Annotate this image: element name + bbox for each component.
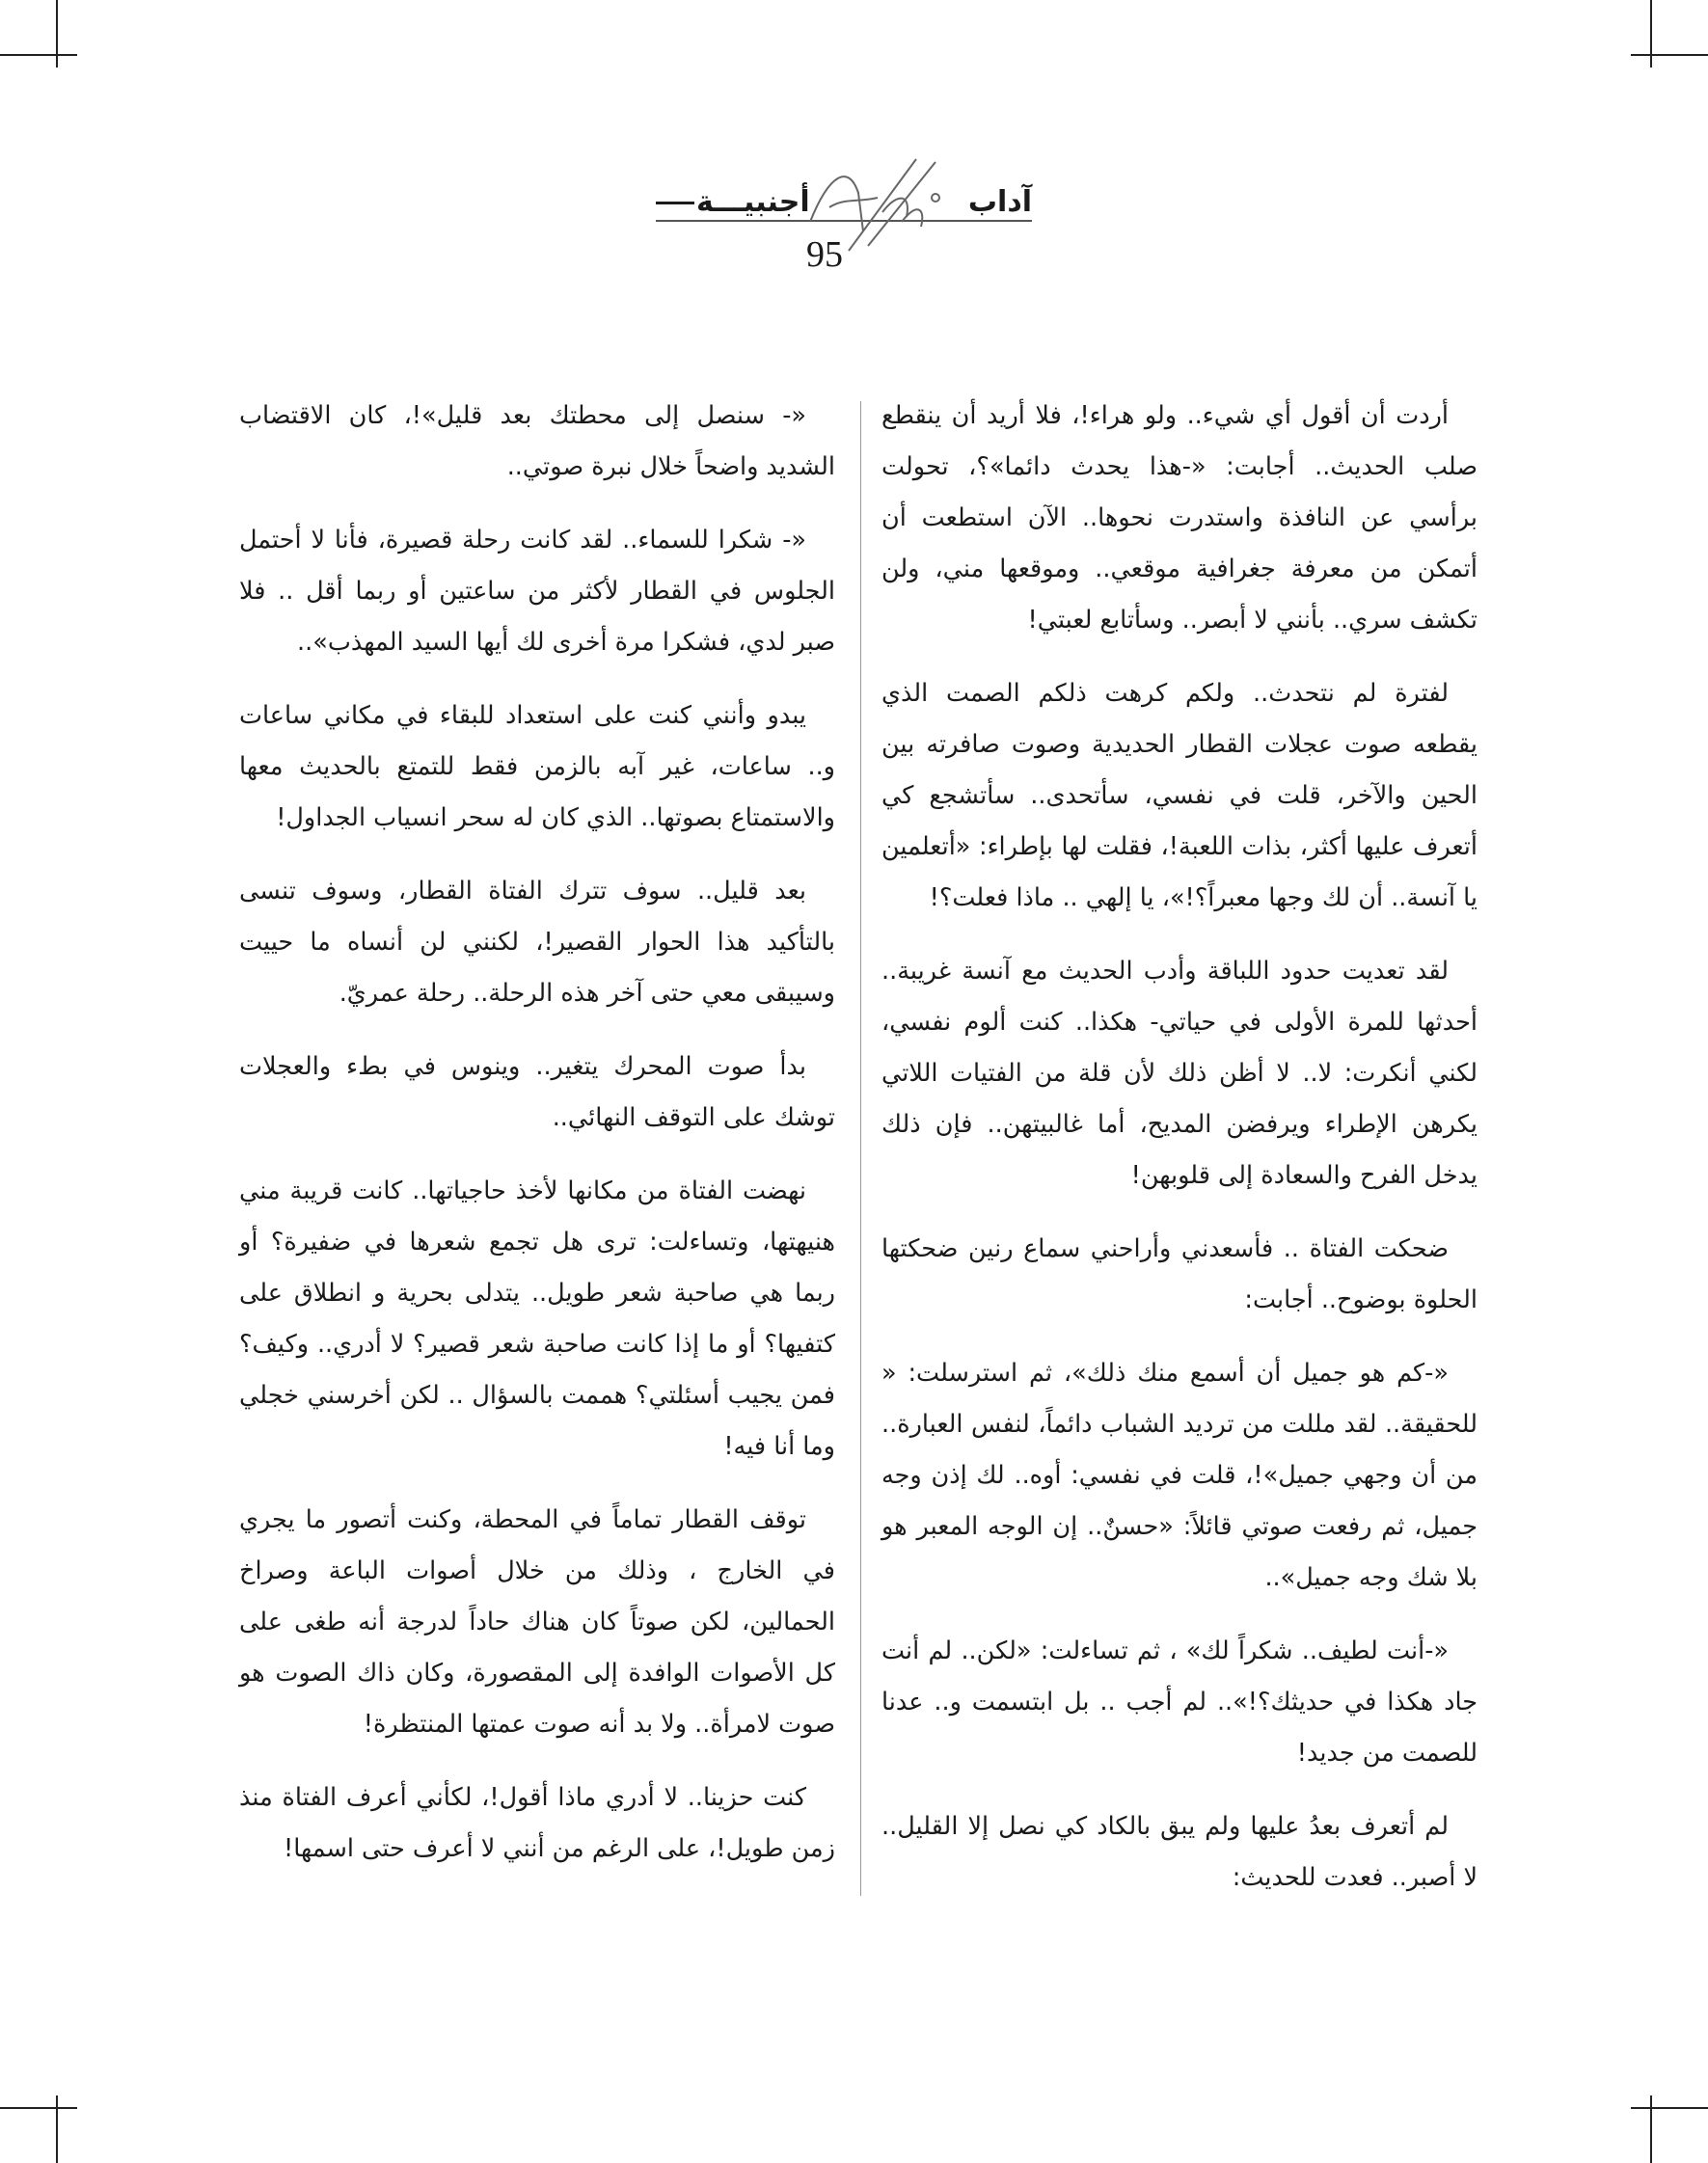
crop-mark xyxy=(56,0,58,68)
running-header xyxy=(617,164,1032,275)
crop-mark xyxy=(0,2107,77,2109)
paragraph: «- سنصل إلى محطتك بعد قليل»!، كان الاقتضاب الشديد واضحاً خلال نبرة صوتي.. xyxy=(239,401,835,481)
paragraph: «- شكرا للسماء.. لقد كانت رحلة قصيرة، فأنا لا أحتمل الجلوس في القطار لأكثر من ساعتين أو ربما أقل .. فلا صبر لدي، فشكرا مرة أخرى لك أيها السيد المهذب».. xyxy=(239,526,835,657)
crop-mark xyxy=(1650,0,1652,68)
paragraph: بدأ صوت المحرك يتغير.. وينوس في بطء والعجلات توشك على التوقف النهائي.. xyxy=(239,1052,835,1132)
paragraph: لم أتعرف بعدُ عليها ولم يبق بالكاد كي نصل إلا القليل.. لا أصبر.. فعدت للحديث: xyxy=(881,1812,1478,1892)
crop-mark xyxy=(1650,2095,1652,2163)
crop-mark xyxy=(1631,2107,1708,2109)
text-column-left xyxy=(239,391,835,1897)
paragraph: «-كم هو جميل أن أسمع منك ذلك»، ثم استرسلت: « للحقيقة.. لقد مللت من ترديد الشباب دائماً، لنفس العبارة.. من أن وجهي جميل»!، قلت في نفسي: أوه.. لك إذن وجه جميل، ثم رفعت صوتي قائلاً: «حسنٌ.. إن الوجه المعبر هو بلا شك وجه جميل».. xyxy=(881,1359,1478,1592)
paragraph: بعد قليل.. سوف تترك الفتاة القطار، وسوف تنسى بالتأكيد هذا الحوار القصير!، لكنني لن أنساه ما حييت وسيبقى معي حتى آخر هذه الرحلة.. رحلة عمريّ. xyxy=(239,877,835,1008)
crop-mark xyxy=(0,54,77,56)
text-column-right xyxy=(881,391,1478,1926)
column-divider xyxy=(860,401,861,1896)
paragraph: لفترة لم نتحدث.. ولكم كرهت ذلكم الصمت الذي يقطعه صوت عجلات القطار الحديدية وصوت صافرته بين الحين والآخر، قلت في نفسي، سأتحدى.. سأتشجع كي أتعرف عليها أكثر، بذات اللعبة!، فقلت لها بإطراء: «أتعلمين يا آنسة.. أن لك وجها معبراً؟!»، يا إلهي .. ماذا فعلت؟! xyxy=(881,679,1478,912)
section-label-foreign: أجنبيـــة xyxy=(656,185,810,219)
paragraph: توقف القطار تماماً في المحطة، وكنت أتصور ما يجري في الخارج ، وذلك من خلال أصوات الباعة وصراخ الحمالين، لكن صوتاً كان هناك حاداً لدرجة أنه طغى على كل الأصوات الوافدة إلى المقصورة، وكان ذاك الصوت هو صوت لامرأة.. ولا بد أنه صوت عمتها المنتظرة! xyxy=(239,1505,835,1739)
crop-mark xyxy=(1631,54,1708,56)
paragraph: «-أنت لطيف.. شكراً لك» ، ثم تساءلت: «لكن.. لم أنت جاد هكذا في حديثك؟!».. لم أجب .. بل ابتسمت و.. عدنا للصمت من جديد! xyxy=(881,1636,1478,1768)
paragraph: لقد تعديت حدود اللباقة وأدب الحديث مع آنسة غريبة.. أحدثها للمرة الأولى في حياتي- هكذا.. كنت ألوم نفسي، لكني أنكرت: لا.. لا أظن ذلك لأن قلة من الفتيات اللاتي يكرهن الإطراء ويرفضن المديح، أما غالبيتهن.. فإن ذلك يدخل الفرح والسعادة إلى قلوبهن! xyxy=(881,957,1478,1190)
paragraph: ضحكت الفتاة .. فأسعدني وأراحني سماع رنين ضحكتها الحلوة بوضوح.. أجابت: xyxy=(881,1234,1478,1314)
paragraph: يبدو وأنني كنت على استعداد للبقاء في مكاني ساعات و.. ساعات، غير آبه بالزمن فقط للتمتع بالحديث معها والاستمتاع بصوتها.. الذي كان له سحر انسياب الجداول! xyxy=(239,701,835,832)
section-label-adab: آداب xyxy=(967,185,1032,219)
paragraph: كنت حزينا.. لا أدري ماذا أقول!، لكأني أعرف الفتاة منذ زمن طويل!، على الرغم من أنني لا أعرف حتى اسمها! xyxy=(239,1783,835,1863)
paragraph: نهضت الفتاة من مكانها لأخذ حاجياتها.. كانت قريبة مني هنيهتها، وتساءلت: ترى هل تجمع شعرها في ضفيرة؟ أو ربما هي صاحبة شعر طويل.. يتدلى بحرية و انطلاق على كتفيها؟ أو ما إذا كانت صاحبة شعر قصير؟ لا أدري.. وكيف؟ فمن يجيب أسئلتي؟ هممت بالسؤال .. لكن أخرسني خجلي وما أنا فيه! xyxy=(239,1176,835,1461)
crop-mark xyxy=(56,2095,58,2163)
page-number: 95 xyxy=(806,234,843,275)
paragraph: أردت أن أقول أي شيء.. ولو هراء!، فلا أريد أن ينقطع صلب الحديث.. أجابت: «-هذا يحدث دائما»؟، تحولت برأسي عن النافذة واستدرت نحوها.. الآن استطعت أن أتمكن من معرفة جغرافية موقعي.. وموقعها مني، ولن تكشف سري.. بأنني لا أبصر.. وسأتابع لعبتي! xyxy=(881,401,1478,635)
